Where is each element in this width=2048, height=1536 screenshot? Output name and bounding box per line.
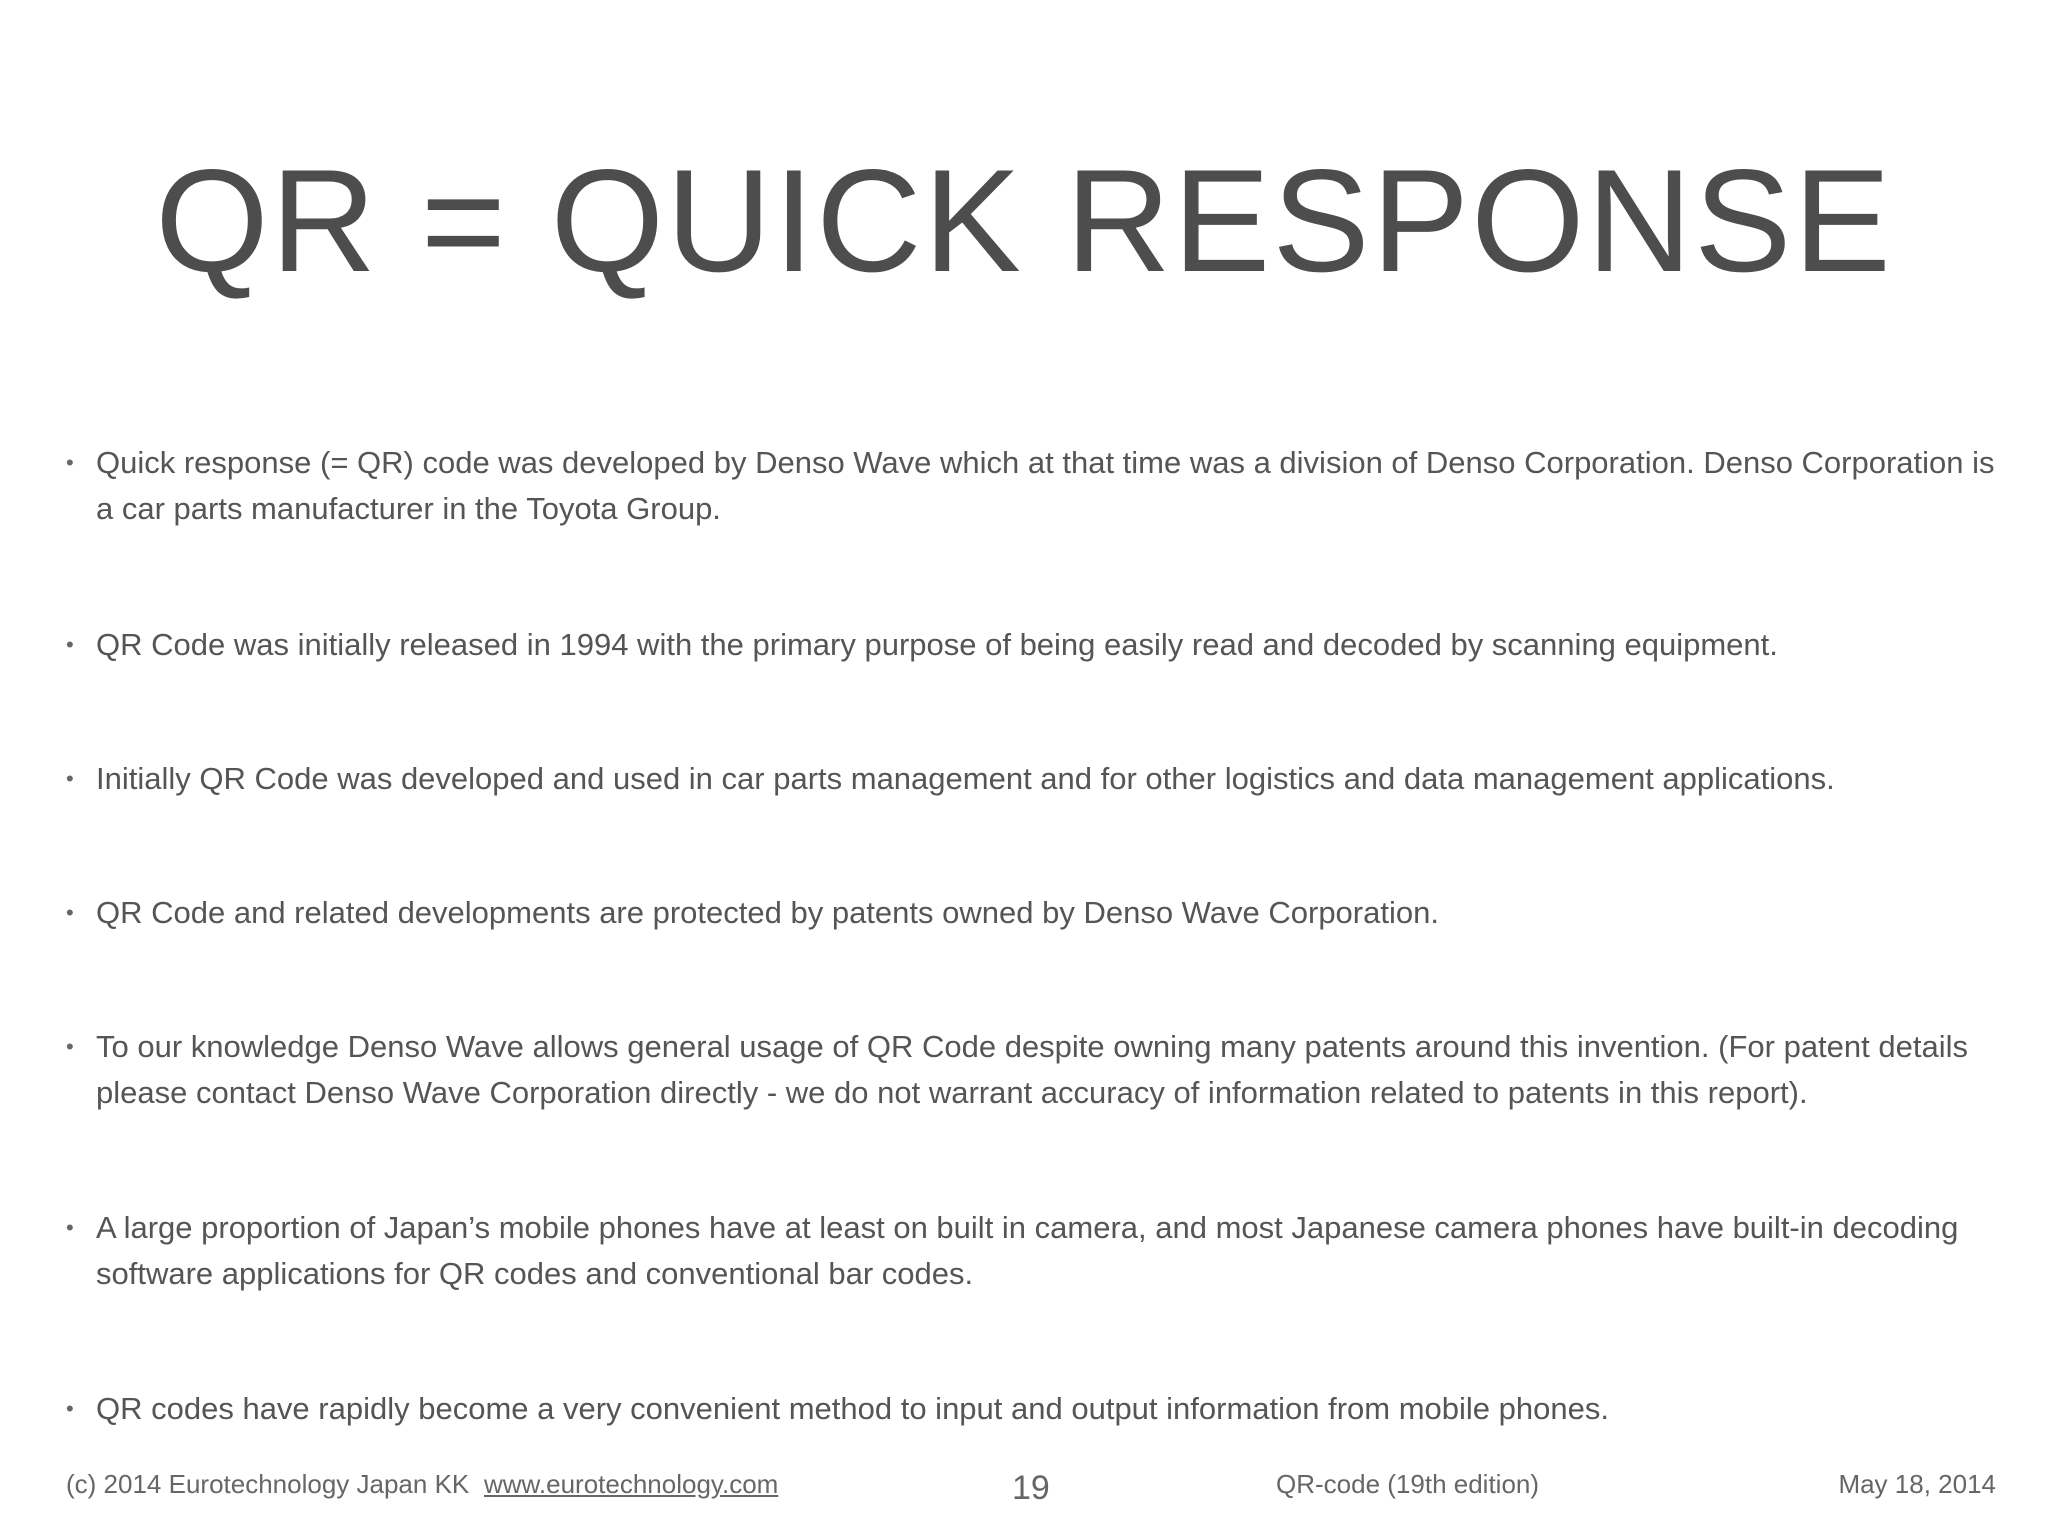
bullet-icon: •	[66, 900, 74, 925]
bullet-text: QR codes have rapidly become a very convenient method to input and output information from mobile phones.	[96, 1391, 1609, 1426]
bullet-text: QR Code was initially released in 1994 with the primary purpose of being easily read and decoded by scanning equipment.	[96, 627, 1778, 662]
bullet-icon: •	[66, 632, 74, 657]
bullet-text: Quick response (= QR) code was developed by Denso Wave which at that time was a division of Denso Corporation. Denso Corporation is a car parts manufacturer in the Toyota Group.	[96, 445, 1995, 526]
page-number: 19	[1012, 1469, 1050, 1507]
bullet-text: QR Code and related developments are protected by patents owned by Denso Wave Corporation.	[96, 895, 1439, 930]
slide-title: QR = QUICK RESPONSE	[155, 139, 1893, 302]
footer-date: May 18, 2014	[1838, 1469, 1996, 1499]
bullet-item	[66, 1024, 1996, 1116]
bullet-item	[66, 440, 1996, 532]
bullet-item	[66, 890, 1996, 936]
bullet-item	[66, 1386, 1996, 1432]
bullet-icon: •	[66, 1215, 74, 1240]
bullet-item	[66, 622, 1996, 668]
bullet-icon: •	[66, 1034, 74, 1059]
bullet-text: To our knowledge Denso Wave allows general usage of QR Code despite owning many patents around this invention. (For patent details please contact Denso Wave Corporation directly - we do not warrant accuracy of information related to patents in this report).	[96, 1029, 1968, 1110]
bullet-icon: •	[66, 1396, 74, 1421]
bullet-icon: •	[66, 766, 74, 791]
footer-website-link[interactable]: www.eurotechnology.com	[484, 1469, 779, 1499]
footer-edition: QR-code (19th edition)	[1276, 1469, 1540, 1499]
bullet-item	[66, 1205, 1996, 1297]
bullet-icon: •	[66, 450, 74, 475]
footer-copyright: (c) 2014 Eurotechnology Japan KK	[66, 1469, 470, 1499]
bullet-text: Initially QR Code was developed and used in car parts management and for other logistics and data management applications.	[96, 761, 1835, 796]
bullet-item	[66, 756, 1996, 802]
bullet-text: A large proportion of Japan’s mobile phones have at least on built in camera, and most Japanese camera phones have built-in decoding software applications for QR codes and conventional bar codes.	[96, 1210, 1959, 1291]
